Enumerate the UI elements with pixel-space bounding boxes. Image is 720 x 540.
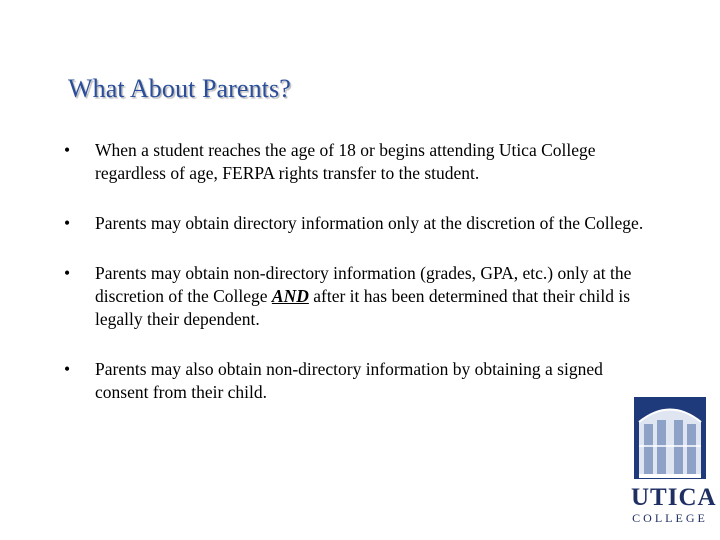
bullet-text-after: after it has been determined that their child is legally their dependent. — [95, 286, 631, 329]
bullet-item — [64, 212, 644, 235]
bullet-text: Parents may obtain directory information only at the discretion of the College. — [95, 213, 644, 233]
bullet-item — [64, 262, 644, 331]
logo-college-text: COLLEGE — [632, 511, 708, 525]
utica-college-logo — [631, 394, 717, 526]
bullet-marker: • — [64, 213, 71, 233]
bullet-text: When a student reaches the age of 18 or begins attending Utica College regardless of age, FERPA rights transfer to the student. — [95, 140, 596, 183]
bullet-list — [64, 139, 644, 431]
bullet-emphasis: AND — [271, 286, 309, 306]
logo-utica-text: UTICA — [631, 484, 717, 511]
bullet-marker: • — [64, 359, 71, 379]
college-building-icon — [631, 394, 709, 482]
bullet-text: Parents may also obtain non-directory information by obtaining a signed consent from their child. — [95, 359, 603, 402]
slide-title: What About Parents? — [68, 74, 291, 103]
bullet-item — [64, 358, 644, 404]
bullet-item — [64, 139, 644, 185]
bullet-marker: • — [64, 263, 71, 283]
bullet-text-before: Parents may obtain non-directory information (grades, GPA, etc.) only at the discretion of the College — [95, 263, 632, 306]
bullet-marker: • — [64, 140, 71, 160]
